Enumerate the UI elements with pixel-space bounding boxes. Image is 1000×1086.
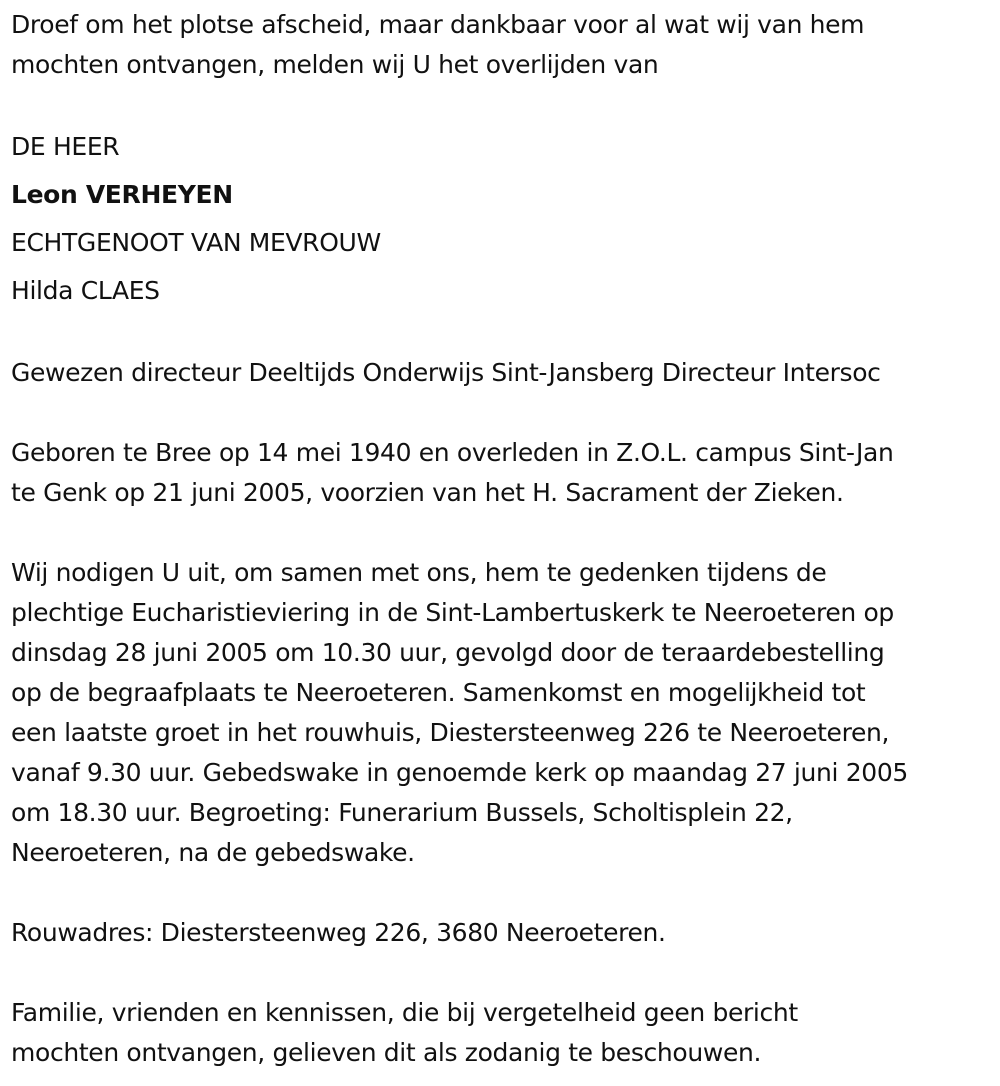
invitation-line: Wij nodigen U uit, om samen met ons, hem te gedenken tijdens de (11, 558, 827, 587)
invitation-line: op de begraafplaats te Neeroeteren. Samenkomst en mogelijkheid tot (11, 678, 866, 707)
spacer (11, 953, 996, 993)
deceased-name: Leon VERHEYEN (11, 180, 233, 209)
death-notice (11, 5, 996, 1073)
deceased-relation: ECHTGENOOT VAN MEVROUW (11, 228, 381, 257)
invitation-line: dinsdag 28 juni 2005 om 10.30 uur, gevolgd door de teraardebestelling (11, 638, 885, 667)
invitation-line: vanaf 9.30 uur. Gebedswake in genoemde kerk op maandag 27 juni 2005 (11, 758, 908, 787)
spacer (11, 873, 996, 913)
deceased-title: DE HEER (11, 132, 120, 161)
invitation-line: plechtige Eucharistieviering in de Sint-Lambertuskerk te Neeroeteren op (11, 598, 894, 627)
closing-line-1: Familie, vrienden en kennissen, die bij vergetelheid geen bericht (11, 998, 798, 1027)
invitation-line: om 18.30 uur. Begroeting: Funerarium Bussels, Scholtisplein 22, (11, 798, 793, 827)
spouse-name: Hilda CLAES (11, 276, 160, 305)
birth-death-line-2: te Genk op 21 juni 2005, voorzien van het H. Sacrament der Zieken. (11, 478, 844, 507)
spacer (11, 393, 996, 433)
opening-paragraph (11, 5, 996, 85)
birth-death-paragraph (11, 433, 996, 513)
deceased-block (11, 123, 996, 315)
birth-death-line-1: Geboren te Bree op 14 mei 1940 en overleden in Z.O.L. campus Sint-Jan (11, 438, 894, 467)
opening-line-2: mochten ontvangen, melden wij U het overlijden van (11, 50, 659, 79)
spacer (11, 513, 996, 553)
closing-paragraph (11, 993, 996, 1073)
closing-line-2: mochten ontvangen, gelieven dit als zodanig te beschouwen. (11, 1038, 762, 1067)
invitation-line: Neeroeteren, na de gebedswake. (11, 838, 415, 867)
opening-line-1: Droef om het plotse afscheid, maar dankbaar voor al wat wij van hem (11, 10, 865, 39)
mourning-address: Rouwadres: Diestersteenweg 226, 3680 Neeroeteren. (11, 918, 666, 947)
invitation-line: een laatste groet in het rouwhuis, Diestersteenweg 226 te Neeroeteren, (11, 718, 890, 747)
occupation: Gewezen directeur Deeltijds Onderwijs Sint-Jansberg Directeur Intersoc (11, 358, 881, 387)
spacer (11, 85, 996, 125)
invitation-paragraph (11, 553, 996, 873)
spacer (11, 315, 996, 353)
